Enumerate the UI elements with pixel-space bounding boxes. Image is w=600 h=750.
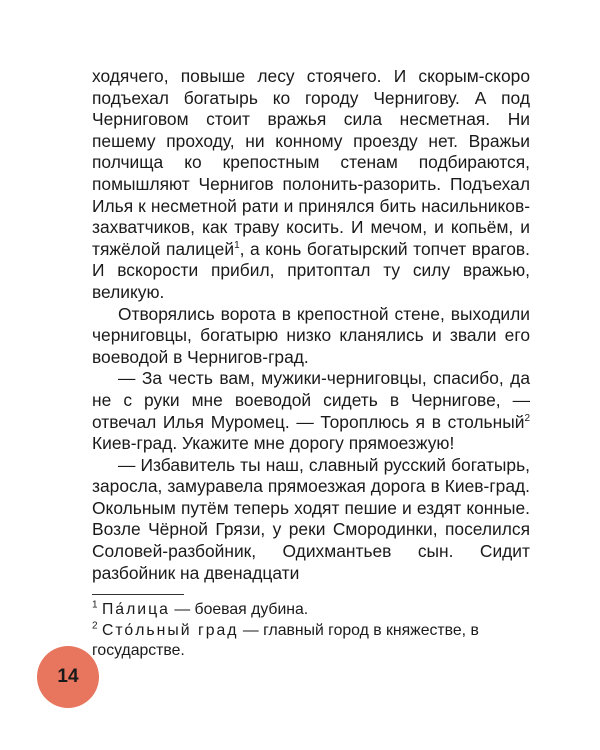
paragraph-3-text-cont: Киев-град. Укажите мне дорогу прямоезжую! (92, 433, 455, 454)
body-text (92, 66, 530, 584)
paragraph-3 (92, 368, 530, 454)
footnote-1-term: Па́лица (101, 601, 170, 618)
page-number: 14 (57, 666, 79, 687)
paragraph-3-text: — За честь вам, мужики-черниговцы, спасибо, да не с руки мне воеводой сидеть в Чернигове, — отвечал Илья Муромец. — Тороплюсь я в стольный (92, 368, 530, 432)
footnote-1-definition: — боевая дубина. (169, 601, 309, 618)
page-number-badge (37, 646, 99, 708)
paragraph-4: — Избавитель ты наш, славный русский богатырь, заросла, замуравела прямоезжая дорога в Киев-град. Окольным путём теперь ходят пешие и ездят конные. Возле Чёрной Грязи, у реки Смородинки, поселился Соловей-разбойник, Одихмантьев сын. Сидит разбойник на двенадцати (92, 454, 530, 583)
footnote-divider (92, 594, 184, 595)
footnote-2-mark: 2 (92, 620, 98, 632)
paragraph-1 (92, 66, 530, 304)
footnote-ref-1: 1 (234, 239, 240, 251)
paragraph-1-text-cont: , а конь богатырский топчет врагов. И вскорости прибил, притоптал ту силу вражью, великую. (92, 238, 530, 302)
footnote-2-definition: — главный город в княжестве, в государстве. (92, 621, 479, 659)
footnote-1-mark: 1 (92, 599, 98, 611)
footnote-2 (92, 621, 532, 662)
footnote-ref-2: 2 (524, 412, 530, 424)
footnotes (92, 600, 532, 662)
footnote-1 (92, 600, 532, 621)
footnote-2-term: Сто́льный град (101, 621, 239, 639)
paragraph-1-text: ходячего, повыше лесу стоячего. И скорым-скоро подъехал богатырь ко городу Чернигову. А под Черниговом стоит вражья сила несметная. Ни пешему проходу, ни конному проезду нет. Вражьи полчища ко крепостным стенам подбираются, помышляют Чернигов полонить-разорить. Подъехал Илья к несметной рати и принялся бить насильников-захватчиков, как траву косить. И мечом, и копьём, и тяжёлой палицей (92, 66, 530, 259)
paragraph-2: Отворялись ворота в крепостной стене, выходили черниговцы, богатырю низко кланялись и звали его воеводой в Чернигов-град. (92, 303, 530, 367)
